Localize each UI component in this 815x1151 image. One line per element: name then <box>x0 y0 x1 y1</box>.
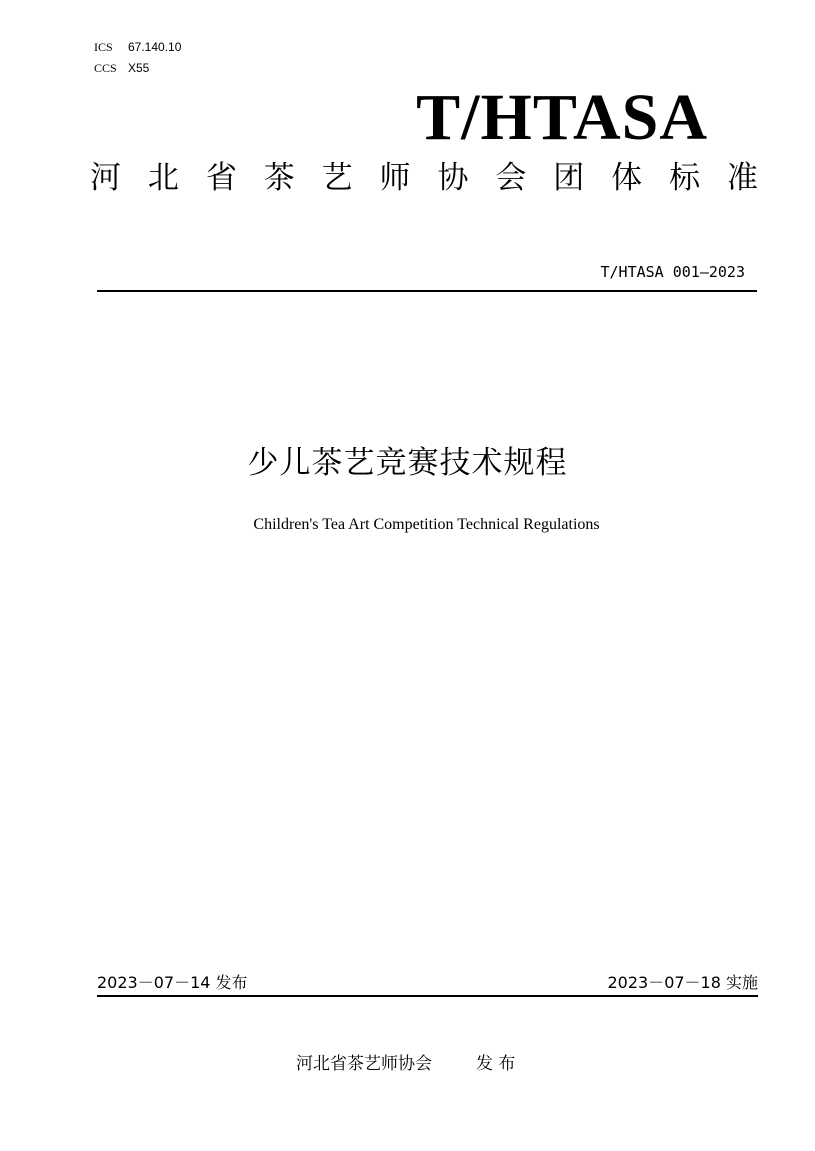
implementation-date: 2023－07－18 实施 <box>607 973 758 992</box>
ccs-label: CCS <box>94 61 117 75</box>
document-title-english: Children's Tea Art Competition Technical Regulations <box>253 516 600 533</box>
org-title-char: 省 <box>205 160 237 196</box>
issuer-name: 河北省茶艺师协会 <box>296 1054 432 1074</box>
document-title-chinese: 少儿茶艺竞赛技术规程 <box>247 445 568 481</box>
ics-classification <box>94 40 181 54</box>
org-title-char: 体 <box>611 160 643 196</box>
org-standard-title <box>90 156 758 200</box>
issuer-action: 发 布 <box>476 1054 516 1074</box>
org-title-char: 协 <box>437 160 469 196</box>
org-title-char: 会 <box>495 160 527 196</box>
org-title-char: 师 <box>379 160 411 196</box>
ics-label: ICS <box>94 40 113 54</box>
org-title-char: 茶 <box>263 160 295 196</box>
org-title-char: 准 <box>726 160 758 196</box>
bottom-divider <box>97 995 758 997</box>
standard-number: T/HTASA 001—2023 <box>600 263 745 281</box>
org-title-char: 标 <box>669 160 701 196</box>
ccs-classification <box>94 61 149 75</box>
issue-date: 2023－07－14 发布 <box>97 973 248 992</box>
ccs-value: X55 <box>128 61 150 75</box>
issuer-line <box>296 1052 515 1076</box>
standard-brand-code: T/HTASA <box>416 81 708 154</box>
org-title-char: 艺 <box>321 160 353 196</box>
org-title-char: 北 <box>147 160 179 196</box>
org-title-char: 河 <box>90 160 121 196</box>
org-title-char: 团 <box>553 160 585 196</box>
ics-value: 67.140.10 <box>128 40 182 54</box>
top-divider <box>97 290 757 292</box>
